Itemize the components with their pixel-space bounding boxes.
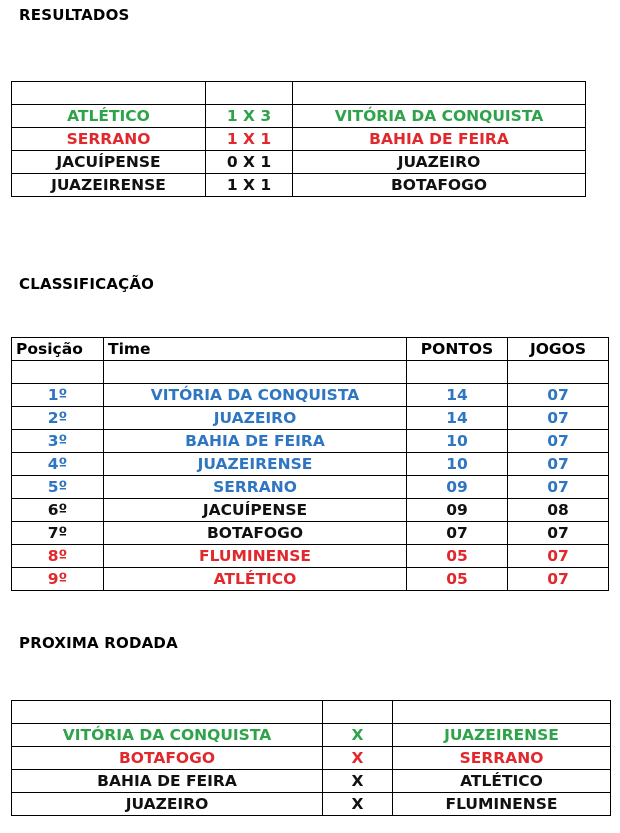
standings-row [12, 522, 609, 545]
standing-games: 07 [508, 407, 609, 430]
fixture-home-team: VITÓRIA DA CONQUISTA [12, 724, 323, 747]
fixture-versus: X [323, 770, 393, 793]
standing-position: 4º [12, 453, 104, 476]
result-score: 1 X 3 [206, 105, 293, 128]
standing-points: 07 [407, 522, 508, 545]
fixture-home-team: BOTAFOGO [12, 747, 323, 770]
fixture-row [12, 724, 611, 747]
standing-position: 8º [12, 545, 104, 568]
result-score: 0 X 1 [206, 151, 293, 174]
results-table [11, 81, 586, 197]
standing-games: 08 [508, 499, 609, 522]
standing-team: ATLÉTICO [104, 568, 407, 591]
standing-position: 1º [12, 384, 104, 407]
standing-points: 05 [407, 545, 508, 568]
next-round-title: PROXIMA RODADA [19, 634, 178, 652]
fixture-versus: X [323, 793, 393, 816]
result-row [12, 151, 586, 174]
next-round-header-row [12, 701, 611, 724]
next-round-header-cell [323, 701, 393, 724]
standing-games: 07 [508, 453, 609, 476]
standing-games: 07 [508, 430, 609, 453]
standing-team: BAHIA DE FEIRA [104, 430, 407, 453]
standings-row [12, 384, 609, 407]
standing-points: 10 [407, 430, 508, 453]
standing-team: JUAZEIRENSE [104, 453, 407, 476]
standings-row [12, 545, 609, 568]
header-position: Posição [12, 338, 104, 361]
standings-row [12, 430, 609, 453]
standing-games: 07 [508, 384, 609, 407]
fixture-row [12, 747, 611, 770]
fixture-away-team: FLUMINENSE [393, 793, 611, 816]
result-row [12, 105, 586, 128]
result-home-team: JUAZEIRENSE [12, 174, 206, 197]
result-score: 1 X 1 [206, 174, 293, 197]
standings-table [11, 337, 609, 591]
result-home-team: JACUÍPENSE [12, 151, 206, 174]
standing-points: 14 [407, 384, 508, 407]
fixture-home-team: JUAZEIRO [12, 793, 323, 816]
standings-row [12, 568, 609, 591]
standing-games: 07 [508, 545, 609, 568]
standing-games: 07 [508, 568, 609, 591]
fixture-away-team: SERRANO [393, 747, 611, 770]
standing-games: 07 [508, 522, 609, 545]
result-home-team: SERRANO [12, 128, 206, 151]
results-header-cell [293, 82, 586, 105]
standing-team: JUAZEIRO [104, 407, 407, 430]
standing-position: 9º [12, 568, 104, 591]
standing-team: FLUMINENSE [104, 545, 407, 568]
result-away-team: JUAZEIRO [293, 151, 586, 174]
result-row [12, 128, 586, 151]
spacer-cell [508, 361, 609, 384]
result-away-team: BOTAFOGO [293, 174, 586, 197]
standing-position: 6º [12, 499, 104, 522]
fixture-away-team: JUAZEIRENSE [393, 724, 611, 747]
standing-team: SERRANO [104, 476, 407, 499]
standings-row [12, 499, 609, 522]
standing-team: VITÓRIA DA CONQUISTA [104, 384, 407, 407]
fixture-row [12, 770, 611, 793]
next-round-table [11, 700, 611, 816]
standing-points: 05 [407, 568, 508, 591]
fixture-row [12, 793, 611, 816]
fixture-versus: X [323, 747, 393, 770]
results-header-cell [12, 82, 206, 105]
fixture-home-team: BAHIA DE FEIRA [12, 770, 323, 793]
standing-position: 5º [12, 476, 104, 499]
standing-points: 09 [407, 499, 508, 522]
result-away-team: BAHIA DE FEIRA [293, 128, 586, 151]
standing-points: 09 [407, 476, 508, 499]
next-round-header-cell [393, 701, 611, 724]
standing-position: 7º [12, 522, 104, 545]
spacer-cell [407, 361, 508, 384]
standing-position: 3º [12, 430, 104, 453]
next-round-header-cell [12, 701, 323, 724]
results-header-row [12, 82, 586, 105]
result-row [12, 174, 586, 197]
header-games: JOGOS [508, 338, 609, 361]
standings-title: CLASSIFICAÇÃO [19, 275, 155, 293]
result-away-team: VITÓRIA DA CONQUISTA [293, 105, 586, 128]
standing-team: JACUÍPENSE [104, 499, 407, 522]
standings-row [12, 476, 609, 499]
spacer-cell [12, 361, 104, 384]
result-score: 1 X 1 [206, 128, 293, 151]
fixture-away-team: ATLÉTICO [393, 770, 611, 793]
standings-row [12, 407, 609, 430]
standing-position: 2º [12, 407, 104, 430]
results-header-cell [206, 82, 293, 105]
result-home-team: ATLÉTICO [12, 105, 206, 128]
standing-points: 10 [407, 453, 508, 476]
standings-row [12, 453, 609, 476]
header-team: Time [104, 338, 407, 361]
standing-points: 14 [407, 407, 508, 430]
results-title: RESULTADOS [19, 6, 130, 24]
spacer-cell [104, 361, 407, 384]
standings-header-row [12, 338, 609, 361]
standings-spacer-row [12, 361, 609, 384]
standing-team: BOTAFOGO [104, 522, 407, 545]
header-points: PONTOS [407, 338, 508, 361]
standing-games: 07 [508, 476, 609, 499]
fixture-versus: X [323, 724, 393, 747]
